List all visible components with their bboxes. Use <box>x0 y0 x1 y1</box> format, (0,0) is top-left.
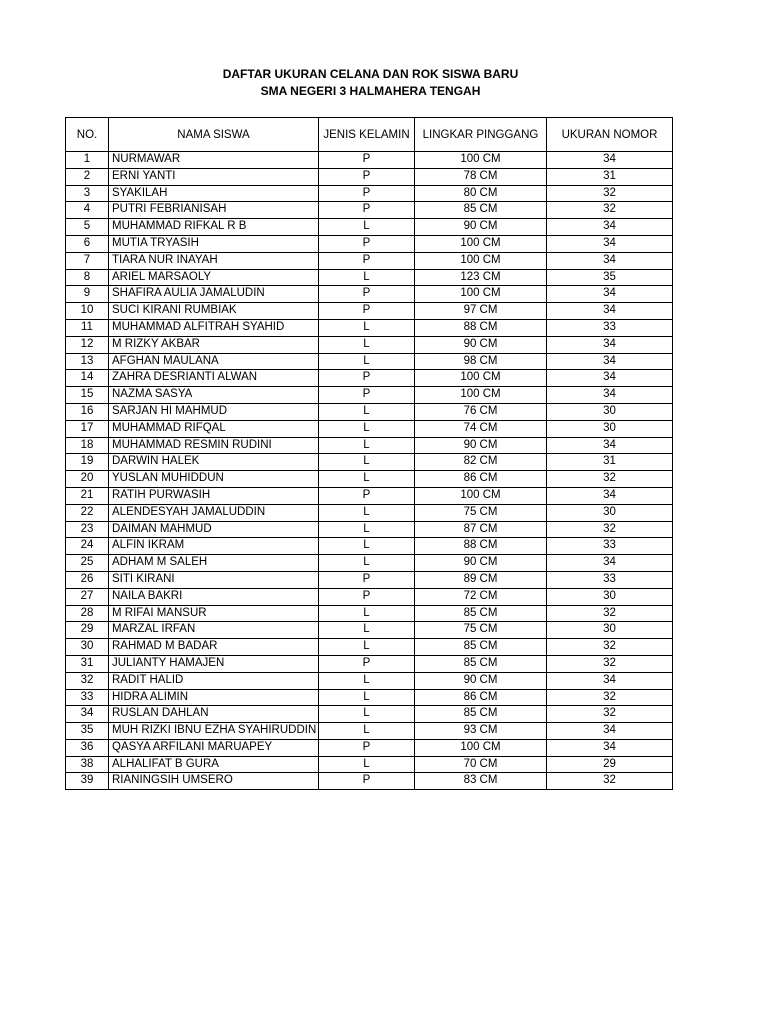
row-no: 24 <box>66 538 109 555</box>
row-gender: L <box>319 269 415 286</box>
row-size: 34 <box>547 672 673 689</box>
row-name: SHAFIRA AULIA JAMALUDIN <box>109 286 319 303</box>
row-size: 33 <box>547 319 673 336</box>
row-name: RUSLAN DAHLAN <box>109 706 319 723</box>
row-size: 35 <box>547 269 673 286</box>
row-waist: 74 CM <box>415 420 547 437</box>
row-size: 34 <box>547 387 673 404</box>
row-name: M RIZKY AKBAR <box>109 336 319 353</box>
row-no: 10 <box>66 303 109 320</box>
table-row <box>66 420 673 437</box>
row-no: 19 <box>66 454 109 471</box>
row-size: 31 <box>547 168 673 185</box>
row-size: 34 <box>547 252 673 269</box>
row-no: 29 <box>66 622 109 639</box>
row-name: SUCI KIRANI RUMBIAK <box>109 303 319 320</box>
row-no: 25 <box>66 555 109 572</box>
row-gender: L <box>319 622 415 639</box>
row-no: 4 <box>66 202 109 219</box>
row-gender: P <box>319 387 415 404</box>
row-name: MUTIA TRYASIH <box>109 235 319 252</box>
table-row <box>66 571 673 588</box>
table-row <box>66 504 673 521</box>
student-size-table <box>65 117 673 790</box>
row-name: NAILA BAKRI <box>109 588 319 605</box>
row-name: RADIT HALID <box>109 672 319 689</box>
row-waist: 90 CM <box>415 219 547 236</box>
row-name: MUHAMMAD RIFKAL R B <box>109 219 319 236</box>
row-waist: 97 CM <box>415 303 547 320</box>
row-size: 34 <box>547 370 673 387</box>
row-name: TIARA NUR INAYAH <box>109 252 319 269</box>
row-no: 33 <box>66 689 109 706</box>
row-waist: 100 CM <box>415 387 547 404</box>
row-size: 30 <box>547 622 673 639</box>
row-size: 32 <box>547 689 673 706</box>
table-row <box>66 168 673 185</box>
row-waist: 90 CM <box>415 555 547 572</box>
row-size: 34 <box>547 723 673 740</box>
row-no: 18 <box>66 437 109 454</box>
row-gender: L <box>319 672 415 689</box>
row-gender: P <box>319 235 415 252</box>
table-row <box>66 235 673 252</box>
row-gender: L <box>319 437 415 454</box>
row-no: 27 <box>66 588 109 605</box>
row-size: 32 <box>547 605 673 622</box>
row-name: JULIANTY HAMAJEN <box>109 655 319 672</box>
row-size: 34 <box>547 437 673 454</box>
row-size: 30 <box>547 588 673 605</box>
row-name: SARJAN HI MAHMUD <box>109 403 319 420</box>
row-waist: 100 CM <box>415 487 547 504</box>
row-waist: 85 CM <box>415 605 547 622</box>
row-waist: 88 CM <box>415 319 547 336</box>
table-row <box>66 756 673 773</box>
row-name: ALHALIFAT B GURA <box>109 756 319 773</box>
row-size: 29 <box>547 756 673 773</box>
row-size: 32 <box>547 639 673 656</box>
table-row <box>66 454 673 471</box>
row-size: 34 <box>547 219 673 236</box>
table-row <box>66 353 673 370</box>
row-size: 32 <box>547 202 673 219</box>
table-row <box>66 437 673 454</box>
row-size: 33 <box>547 571 673 588</box>
table-row <box>66 303 673 320</box>
row-name: DAIMAN MAHMUD <box>109 521 319 538</box>
table-row <box>66 336 673 353</box>
row-gender: L <box>319 555 415 572</box>
row-gender: P <box>319 252 415 269</box>
row-size: 34 <box>547 336 673 353</box>
row-waist: 75 CM <box>415 504 547 521</box>
row-no: 39 <box>66 773 109 790</box>
row-gender: L <box>319 403 415 420</box>
row-no: 6 <box>66 235 109 252</box>
table-row <box>66 286 673 303</box>
row-size: 34 <box>547 235 673 252</box>
row-size: 32 <box>547 185 673 202</box>
row-no: 14 <box>66 370 109 387</box>
table-row <box>66 555 673 572</box>
row-no: 32 <box>66 672 109 689</box>
row-gender: L <box>319 504 415 521</box>
row-no: 2 <box>66 168 109 185</box>
row-gender: P <box>319 773 415 790</box>
row-no: 13 <box>66 353 109 370</box>
row-gender: P <box>319 168 415 185</box>
row-name: ALENDESYAH JAMALUDDIN <box>109 504 319 521</box>
row-no: 20 <box>66 471 109 488</box>
row-size: 32 <box>547 521 673 538</box>
row-waist: 100 CM <box>415 152 547 169</box>
row-size: 32 <box>547 655 673 672</box>
row-size: 33 <box>547 538 673 555</box>
row-size: 32 <box>547 471 673 488</box>
table-row <box>66 723 673 740</box>
row-name: SITI KIRANI <box>109 571 319 588</box>
row-waist: 83 CM <box>415 773 547 790</box>
row-waist: 100 CM <box>415 370 547 387</box>
row-size: 34 <box>547 353 673 370</box>
row-size: 34 <box>547 152 673 169</box>
row-waist: 85 CM <box>415 639 547 656</box>
row-gender: P <box>319 588 415 605</box>
row-waist: 70 CM <box>415 756 547 773</box>
row-no: 36 <box>66 739 109 756</box>
row-name: M RIFAI MANSUR <box>109 605 319 622</box>
row-waist: 78 CM <box>415 168 547 185</box>
row-gender: P <box>319 487 415 504</box>
row-size: 30 <box>547 420 673 437</box>
row-waist: 82 CM <box>415 454 547 471</box>
row-gender: L <box>319 756 415 773</box>
row-no: 12 <box>66 336 109 353</box>
row-gender: P <box>319 571 415 588</box>
table-row <box>66 471 673 488</box>
row-name: MUH RIZKI IBNU EZHA SYAHIRUDDIN <box>109 723 319 740</box>
row-gender: L <box>319 639 415 656</box>
row-no: 11 <box>66 319 109 336</box>
row-name: ERNI YANTI <box>109 168 319 185</box>
row-gender: P <box>319 202 415 219</box>
row-no: 31 <box>66 655 109 672</box>
header-name: NAMA SISWA <box>109 118 319 152</box>
row-size: 34 <box>547 286 673 303</box>
row-gender: P <box>319 739 415 756</box>
row-waist: 85 CM <box>415 202 547 219</box>
row-waist: 100 CM <box>415 235 547 252</box>
row-gender: L <box>319 319 415 336</box>
row-gender: L <box>319 471 415 488</box>
row-gender: L <box>319 605 415 622</box>
row-no: 8 <box>66 269 109 286</box>
row-gender: L <box>319 454 415 471</box>
row-waist: 90 CM <box>415 336 547 353</box>
row-waist: 85 CM <box>415 655 547 672</box>
header-size: UKURAN NOMOR <box>547 118 673 152</box>
row-gender: L <box>319 219 415 236</box>
row-name: AFGHAN MAULANA <box>109 353 319 370</box>
row-gender: L <box>319 706 415 723</box>
table-row <box>66 538 673 555</box>
row-waist: 87 CM <box>415 521 547 538</box>
table-row <box>66 773 673 790</box>
row-size: 34 <box>547 487 673 504</box>
row-no: 7 <box>66 252 109 269</box>
row-waist: 123 CM <box>415 269 547 286</box>
row-size: 30 <box>547 403 673 420</box>
row-size: 34 <box>547 555 673 572</box>
title-line-2: SMA NEGERI 3 HALMAHERA TENGAH <box>260 84 481 98</box>
row-waist: 76 CM <box>415 403 547 420</box>
row-name: RAHMAD M BADAR <box>109 639 319 656</box>
row-gender: P <box>319 655 415 672</box>
row-name: SYAKILAH <box>109 185 319 202</box>
row-gender: L <box>319 420 415 437</box>
header-waist: LINGKAR PINGGANG <box>415 118 547 152</box>
table-row <box>66 739 673 756</box>
row-waist: 100 CM <box>415 252 547 269</box>
row-name: YUSLAN MUHIDDUN <box>109 471 319 488</box>
document-title <box>65 66 676 100</box>
table-row <box>66 319 673 336</box>
table-row <box>66 639 673 656</box>
row-size: 32 <box>547 706 673 723</box>
table-row <box>66 202 673 219</box>
row-no: 3 <box>66 185 109 202</box>
row-size: 30 <box>547 504 673 521</box>
row-waist: 86 CM <box>415 689 547 706</box>
row-name: HIDRA ALIMIN <box>109 689 319 706</box>
table-row <box>66 706 673 723</box>
table-row <box>66 521 673 538</box>
row-no: 22 <box>66 504 109 521</box>
row-name: QASYA ARFILANI MARUAPEY <box>109 739 319 756</box>
row-gender: P <box>319 152 415 169</box>
row-name: DARWIN HALEK <box>109 454 319 471</box>
table-row <box>66 622 673 639</box>
row-waist: 98 CM <box>415 353 547 370</box>
table-row <box>66 487 673 504</box>
row-waist: 93 CM <box>415 723 547 740</box>
row-waist: 90 CM <box>415 437 547 454</box>
row-gender: P <box>319 185 415 202</box>
row-gender: L <box>319 521 415 538</box>
row-name: ALFIN IKRAM <box>109 538 319 555</box>
row-name: RATIH PURWASIH <box>109 487 319 504</box>
row-size: 34 <box>547 303 673 320</box>
table-row <box>66 689 673 706</box>
row-no: 38 <box>66 756 109 773</box>
row-no: 1 <box>66 152 109 169</box>
row-gender: P <box>319 303 415 320</box>
row-no: 26 <box>66 571 109 588</box>
table-row <box>66 152 673 169</box>
row-gender: L <box>319 723 415 740</box>
table-row <box>66 588 673 605</box>
row-gender: L <box>319 538 415 555</box>
row-size: 31 <box>547 454 673 471</box>
row-name: NAZMA SASYA <box>109 387 319 404</box>
row-waist: 75 CM <box>415 622 547 639</box>
row-no: 16 <box>66 403 109 420</box>
row-waist: 86 CM <box>415 471 547 488</box>
row-no: 17 <box>66 420 109 437</box>
row-waist: 89 CM <box>415 571 547 588</box>
row-name: MUHAMMAD ALFITRAH SYAHID <box>109 319 319 336</box>
row-gender: L <box>319 336 415 353</box>
table-header <box>66 118 673 152</box>
row-waist: 72 CM <box>415 588 547 605</box>
row-size: 34 <box>547 739 673 756</box>
row-name: ARIEL MARSAOLY <box>109 269 319 286</box>
row-name: MUHAMMAD RESMIN RUDINI <box>109 437 319 454</box>
row-gender: P <box>319 286 415 303</box>
table-row <box>66 269 673 286</box>
table-body <box>66 152 673 790</box>
row-name: MUHAMMAD RIFQAL <box>109 420 319 437</box>
row-no: 9 <box>66 286 109 303</box>
row-gender: P <box>319 370 415 387</box>
row-no: 28 <box>66 605 109 622</box>
row-no: 23 <box>66 521 109 538</box>
header-no: NO. <box>66 118 109 152</box>
row-name: ADHAM M SALEH <box>109 555 319 572</box>
table-row <box>66 672 673 689</box>
row-waist: 88 CM <box>415 538 547 555</box>
title-line-1: DAFTAR UKURAN CELANA DAN ROK SISWA BARU <box>222 67 519 81</box>
row-gender: L <box>319 689 415 706</box>
header-row <box>66 118 673 152</box>
row-no: 5 <box>66 219 109 236</box>
row-no: 34 <box>66 706 109 723</box>
row-no: 35 <box>66 723 109 740</box>
row-name: RIANINGSIH UMSERO <box>109 773 319 790</box>
row-waist: 100 CM <box>415 286 547 303</box>
row-waist: 85 CM <box>415 706 547 723</box>
table-row <box>66 387 673 404</box>
row-no: 21 <box>66 487 109 504</box>
row-size: 32 <box>547 773 673 790</box>
table-row <box>66 185 673 202</box>
table-row <box>66 252 673 269</box>
row-no: 30 <box>66 639 109 656</box>
row-gender: L <box>319 353 415 370</box>
table-row <box>66 370 673 387</box>
row-no: 15 <box>66 387 109 404</box>
table-row <box>66 605 673 622</box>
row-name: NURMAWAR <box>109 152 319 169</box>
row-waist: 90 CM <box>415 672 547 689</box>
table-row <box>66 219 673 236</box>
row-waist: 80 CM <box>415 185 547 202</box>
row-name: PUTRI FEBRIANISAH <box>109 202 319 219</box>
header-gender: JENIS KELAMIN <box>319 118 415 152</box>
row-waist: 100 CM <box>415 739 547 756</box>
table-row <box>66 655 673 672</box>
row-name: ZAHRA DESRIANTI ALWAN <box>109 370 319 387</box>
row-name: MARZAL IRFAN <box>109 622 319 639</box>
table-row <box>66 403 673 420</box>
